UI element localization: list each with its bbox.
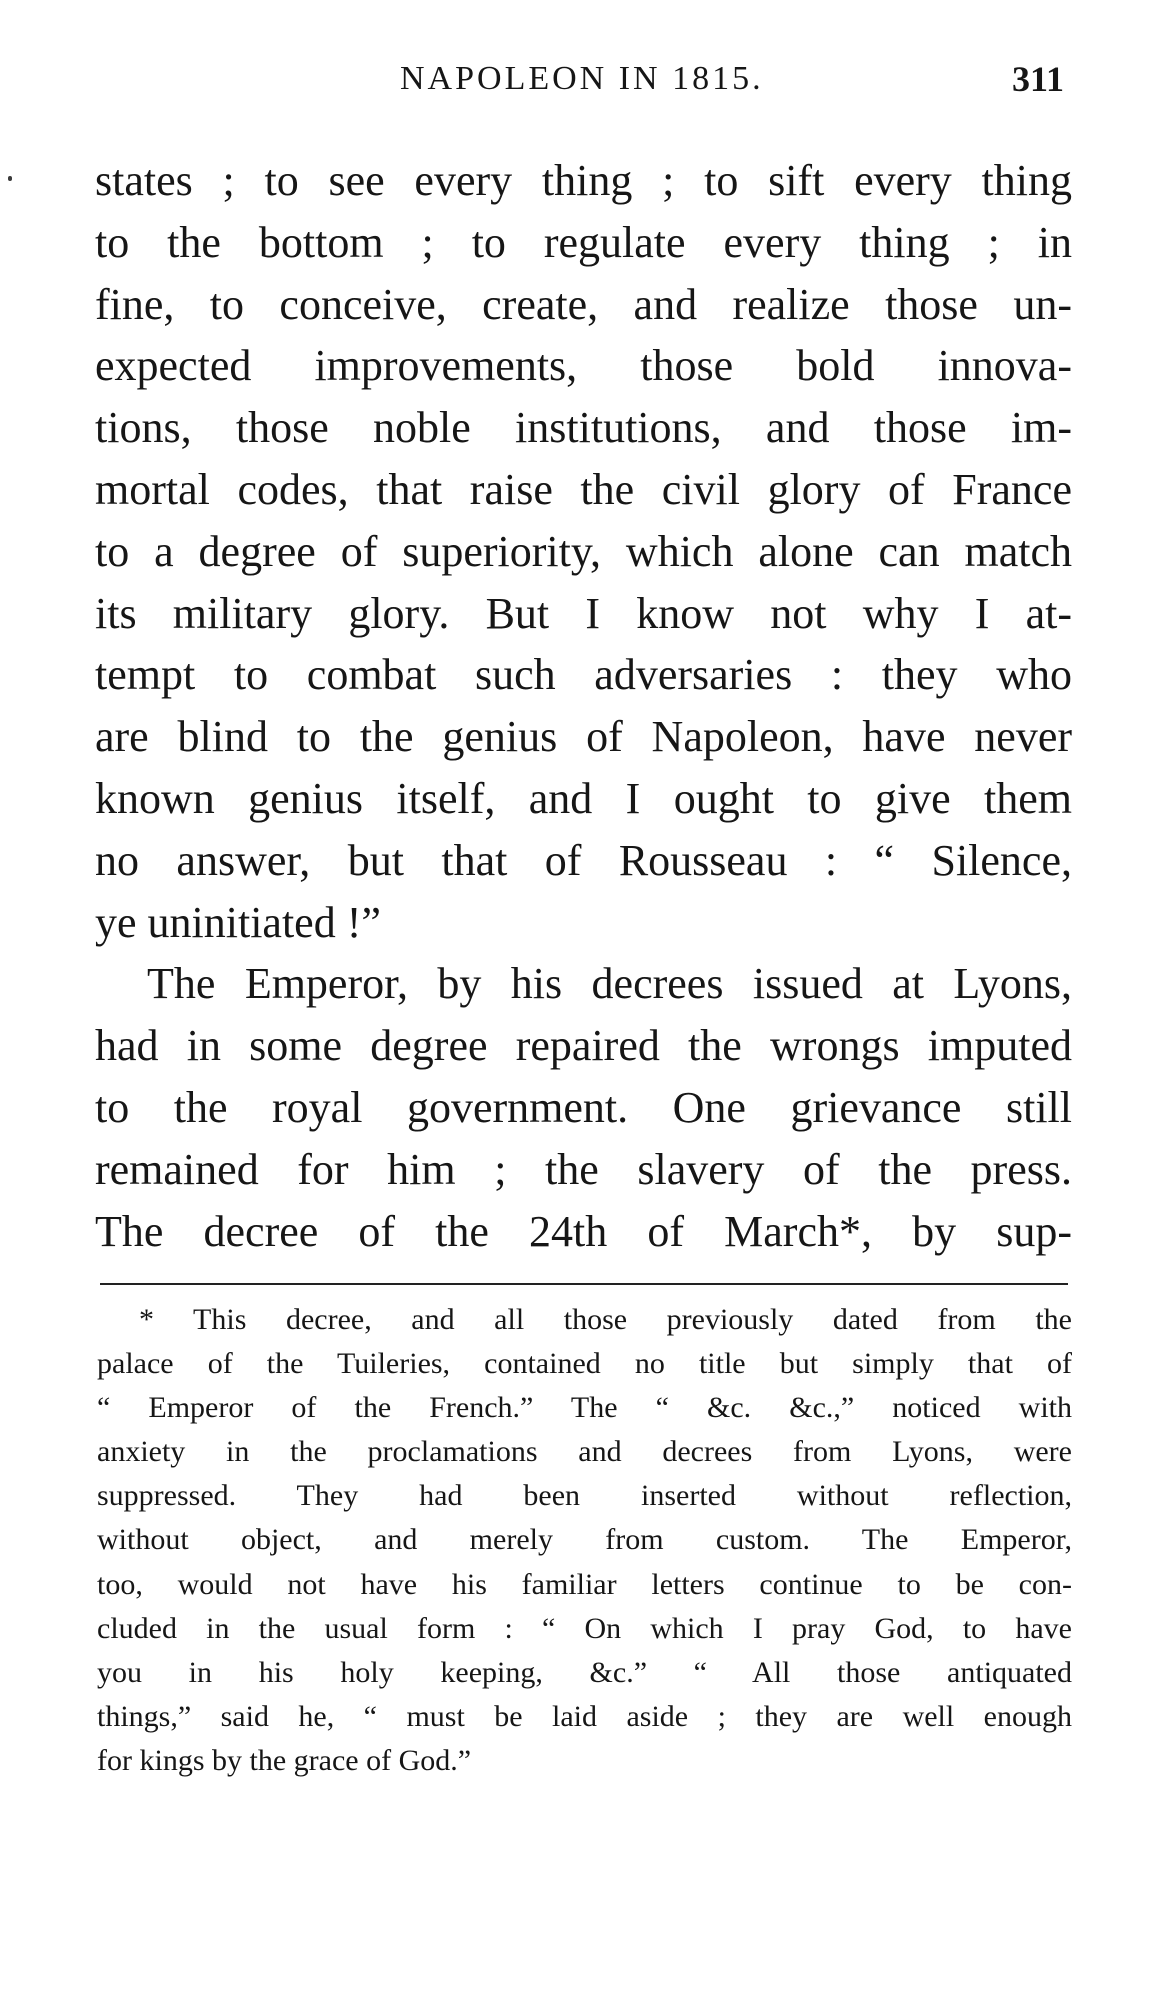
- body-line: known genius itself, and I ought to give them: [95, 773, 1072, 823]
- body-line: to a degree of superiority, which alone can match: [95, 526, 1072, 576]
- body-line: tions, those noble institutions, and those im-: [95, 403, 1072, 453]
- footnote-line: for kings by the grace of God.”: [97, 1743, 472, 1777]
- footnote-line: cluded in the usual form : “ On which I pray God, to have: [97, 1611, 1072, 1645]
- footnote-line: without object, and merely from custom. The Emperor,: [97, 1523, 1072, 1557]
- running-title: NAPOLEON IN 1815.: [400, 60, 764, 97]
- footnote-line: * This decree, and all those previously dated from the: [139, 1303, 1072, 1336]
- body-line: mortal codes, that raise the civil glory of France: [95, 464, 1072, 514]
- running-head: [0, 60, 1149, 120]
- body-line: to the bottom ; to regulate every thing ; in: [95, 217, 1072, 267]
- footnote-line: too, would not have his familiar letters continue to be con-: [97, 1567, 1072, 1601]
- footnote-rule: [100, 1283, 1068, 1285]
- body-line: to the royal government. One grievance still: [95, 1082, 1072, 1132]
- body-text: [95, 150, 1072, 1262]
- footnote-line: palace of the Tuileries, contained no title but simply that of: [97, 1347, 1072, 1381]
- paragraph-start-line: The Emperor, by his decrees issued at Lyons,: [147, 959, 1072, 1009]
- footnote-line: “ Emperor of the French.” The “ &c. &c.,” noticed with: [97, 1391, 1072, 1425]
- body-line: its military glory. But I know not why I at-: [95, 588, 1072, 638]
- body-line: tempt to combat such adversaries : they who: [95, 650, 1072, 700]
- footnote-line: anxiety in the proclamations and decrees from Lyons, were: [97, 1435, 1072, 1469]
- margin-speck: [8, 176, 12, 181]
- body-line: remained for him ; the slavery of the press.: [95, 1144, 1072, 1194]
- body-line: are blind to the genius of Napoleon, have never: [95, 712, 1072, 762]
- footnote-line: suppressed. They had been inserted without reflection,: [97, 1479, 1072, 1513]
- page-number: 311: [1012, 59, 1065, 99]
- paragraph-end-line: ye uninitiated !”: [95, 897, 381, 947]
- body-line: The decree of the 24th of March*, by sup-: [95, 1206, 1072, 1256]
- footnote-line: you in his holy keeping, &c.” “ All those antiquated: [97, 1655, 1072, 1689]
- footnote: [97, 1298, 1072, 1783]
- body-line: fine, to conceive, create, and realize those un-: [95, 279, 1072, 329]
- body-line: no answer, but that of Rousseau : “ Silence,: [95, 835, 1072, 885]
- body-line: had in some degree repaired the wrongs imputed: [95, 1021, 1072, 1071]
- body-line: states ; to see every thing ; to sift every thing: [95, 156, 1072, 205]
- body-line: expected improvements, those bold innova-: [95, 341, 1072, 391]
- footnote-line: things,” said he, “ must be laid aside ; they are well enough: [97, 1699, 1072, 1733]
